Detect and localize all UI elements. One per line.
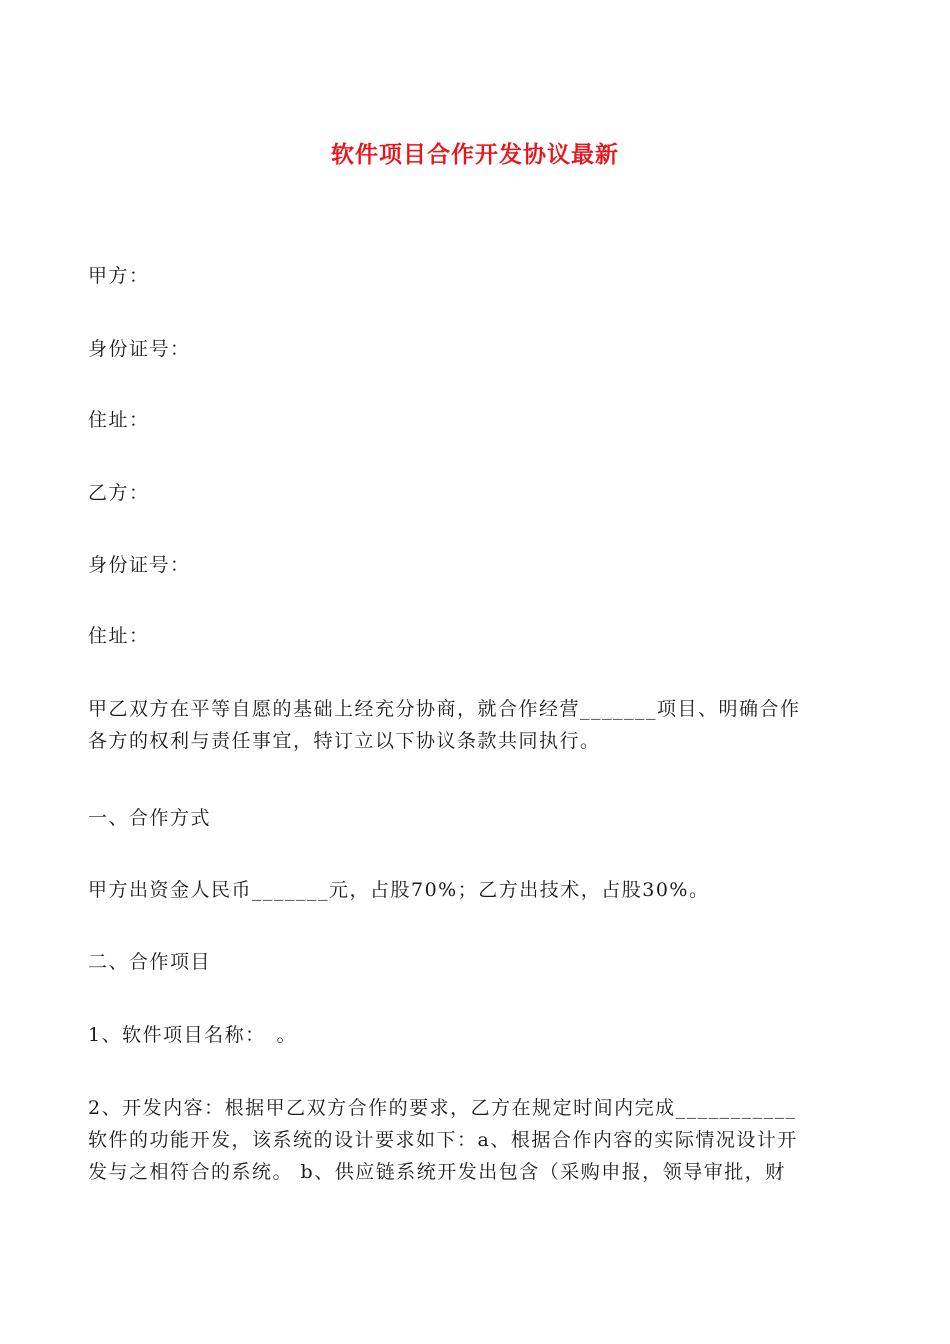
item-2-line: 发与之相符合的系统。 b、供应链系统开发出包含（采购申报，领导审批，财 [88, 1161, 786, 1183]
section-1-heading: 一、合作方式 [88, 807, 212, 829]
intro-line: 甲乙双方在平等自愿的基础上经充分协商，就合作经营_______项目、明确合作 [88, 698, 801, 720]
document-title: 软件项目合作开发协议最新 [331, 142, 619, 168]
item-1-text: 1、软件项目名称： 。 [88, 1024, 298, 1046]
party-b-address-label: 住址： [88, 625, 150, 647]
party-b-label: 乙方： [88, 482, 150, 504]
party-a-address-label: 住址： [88, 409, 150, 431]
party-b-id-label: 身份证号： [88, 554, 191, 576]
section-1-text: 甲方出资金人民币_______元，占股70%；乙方出技术，占股30%。 [88, 879, 710, 901]
intro-line: 各方的权利与责任事宜，特订立以下协议条款共同执行。 [88, 730, 601, 752]
item-2-line: 软件的功能开发，该系统的设计要求如下：a、根据合作内容的实际情况设计开 [88, 1129, 798, 1151]
item-2-line: 2、开发内容：根据甲乙双方合作的要求，乙方在规定时间内完成___________ [88, 1097, 797, 1119]
party-a-id-label: 身份证号： [88, 338, 191, 360]
section-2-heading: 二、合作项目 [88, 951, 212, 973]
intro-paragraph [88, 693, 868, 757]
party-a-label: 甲方： [88, 265, 150, 287]
item-2-paragraph [88, 1092, 868, 1188]
